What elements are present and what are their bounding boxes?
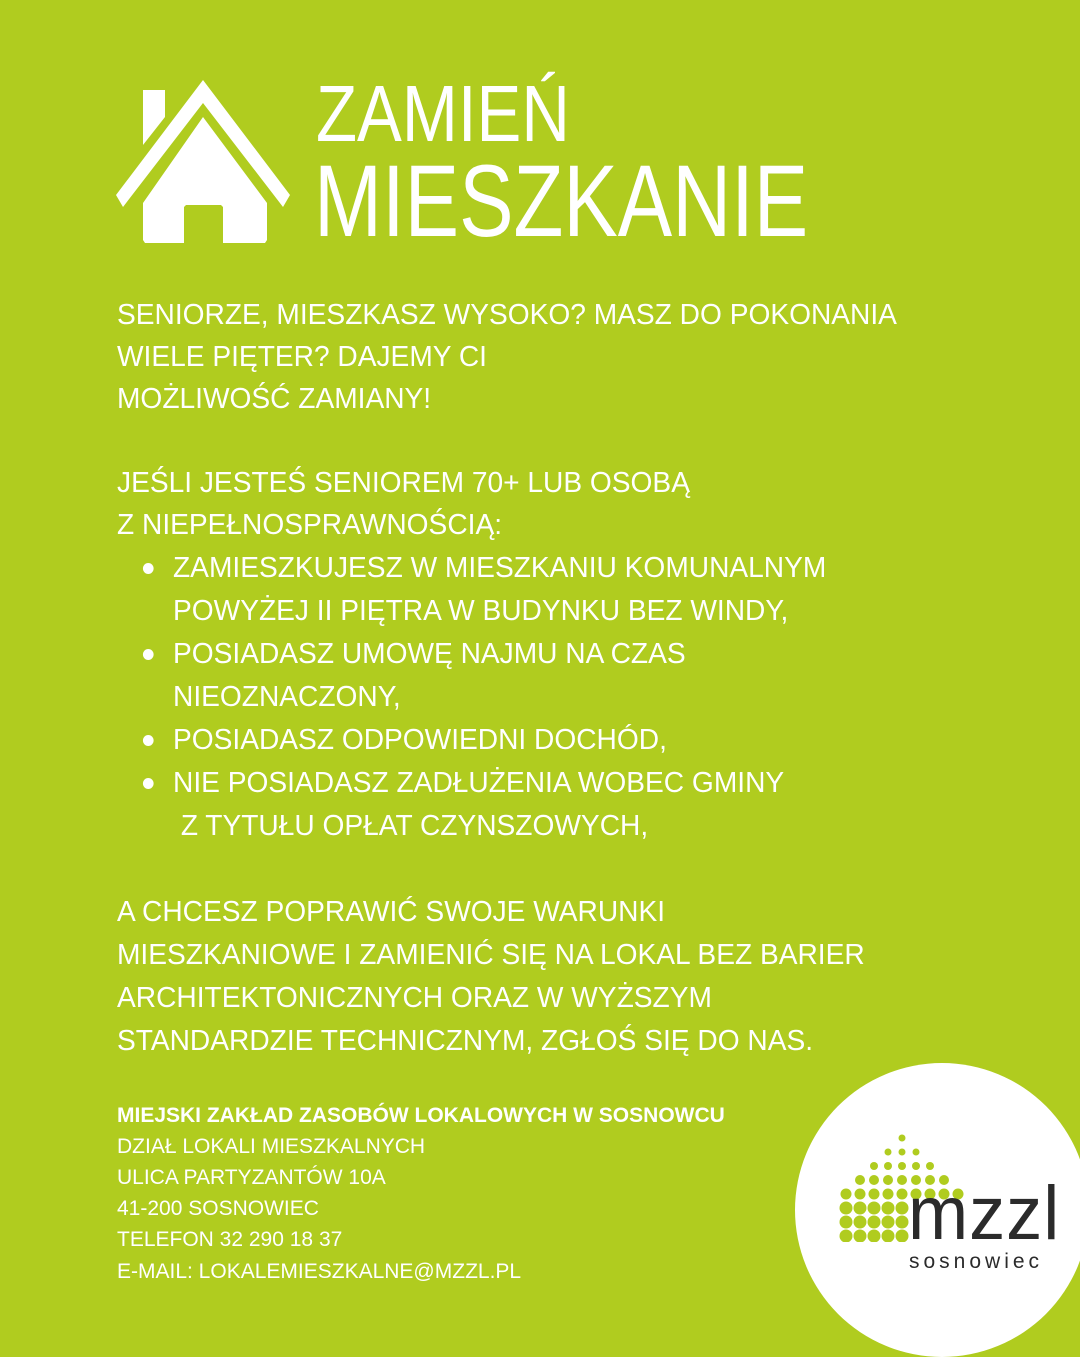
bullet-item: POSIADASZ UMOWĘ NAJMU NA CZAS [173, 640, 686, 669]
logo-dot [896, 1216, 909, 1229]
bullet-item: ZAMIESZKUJESZ W MIESZKANIU KOMUNALNYM [173, 554, 826, 583]
logo-dot [926, 1162, 934, 1170]
title-line-2: MIESZKANIE [314, 144, 809, 258]
bullet-dot [143, 735, 154, 746]
bullet-item-cont: POWYŻEJ II PIĘTRA W BUDYNKU BEZ WINDY, [173, 595, 789, 627]
logo-dot [854, 1216, 867, 1229]
logo-dot [840, 1230, 853, 1243]
contact-department: DZIAŁ LOKALI MIESZKALNYCH [117, 1135, 426, 1158]
contact-street: ULICA PARTYZANTÓW 10A [117, 1166, 386, 1189]
logo-dot [896, 1230, 909, 1243]
logo-dot [870, 1162, 878, 1170]
logo-city: sosnowiec [909, 1250, 1044, 1273]
logo-dot [841, 1189, 852, 1200]
logo-dot [883, 1189, 894, 1200]
intro-line: WIELE PIĘTER? DAJEMY CI [117, 341, 487, 373]
contact-city: 41-200 SOSNOWIEC [117, 1197, 319, 1220]
logo-dot [912, 1162, 920, 1170]
logo-dot [869, 1175, 879, 1185]
closing-line: A CHCESZ POPRAWIĆ SWOJE WARUNKI [117, 896, 666, 928]
bullet-item: POSIADASZ ODPOWIEDNI DOCHÓD, [173, 726, 667, 755]
logo-dot [884, 1162, 892, 1170]
logo-dot [913, 1149, 920, 1156]
logo-dot [840, 1202, 853, 1215]
intro-line: MOŻLIWOŚĆ ZAMIANY! [117, 383, 432, 415]
conditions-intro-line: JEŚLI JESTEŚ SENIOREM 70+ LUB OSOBĄ [117, 467, 690, 499]
closing-line: MIESZKANIOWE I ZAMIENIĆ SIĘ NA LOKAL BEZ BARIER [117, 939, 865, 971]
logo-dot [898, 1162, 906, 1170]
bullet-item: NIE POSIADASZ ZADŁUŻENIA WOBEC GMINY [173, 769, 784, 798]
bullet-dot [143, 778, 154, 789]
logo-dot [855, 1189, 866, 1200]
logo-dot [897, 1175, 907, 1185]
house-icon [110, 75, 300, 250]
bullet-dot [143, 563, 154, 574]
logo-dot [882, 1216, 895, 1229]
logo-dot [883, 1175, 893, 1185]
logo-name: mzzl [908, 1171, 1061, 1256]
logo-dot [882, 1230, 895, 1243]
logo-dot [899, 1149, 906, 1156]
closing-line: ARCHITEKTONICZNYCH ORAZ W WYŻSZYM [117, 982, 712, 1014]
logo-dot [868, 1230, 881, 1243]
logo-dot [899, 1135, 906, 1142]
contact-phone: TELEFON 32 290 18 37 [117, 1228, 343, 1251]
bullet-dot [143, 649, 154, 660]
logo-dot [869, 1189, 880, 1200]
bullet-item-cont: NIEOZNACZONY, [173, 681, 401, 713]
logo-dot [868, 1216, 881, 1229]
title-line-1: ZAMIEŃ [316, 69, 570, 158]
logo-dot [882, 1202, 895, 1215]
bullet-item-cont: Z TYTUŁU OPŁAT CZYNSZOWYCH, [173, 810, 649, 842]
logo-dot [885, 1149, 892, 1156]
contact-organization: MIEJSKI ZAKŁAD ZASOBÓW LOKALOWYCH W SOSNOWCU [117, 1104, 725, 1127]
logo-dot [854, 1202, 867, 1215]
intro-line: SENIORZE, MIESZKASZ WYSOKO? MASZ DO POKONANIA [117, 299, 897, 331]
closing-line: STANDARDZIE TECHNICZNYM, ZGŁOŚ SIĘ DO NAS. [117, 1025, 814, 1057]
logo-dot [854, 1230, 867, 1243]
logo-dot [855, 1175, 865, 1185]
logo-dot [897, 1189, 908, 1200]
logo-dot [868, 1202, 881, 1215]
logo-dot [896, 1202, 909, 1215]
logo-dot [840, 1216, 853, 1229]
conditions-intro-line: Z NIEPEŁNOSPRAWNOŚCIĄ: [117, 509, 503, 541]
contact-email: E-MAIL: LOKALEMIESZKALNE@MZZL.PL [117, 1260, 522, 1283]
